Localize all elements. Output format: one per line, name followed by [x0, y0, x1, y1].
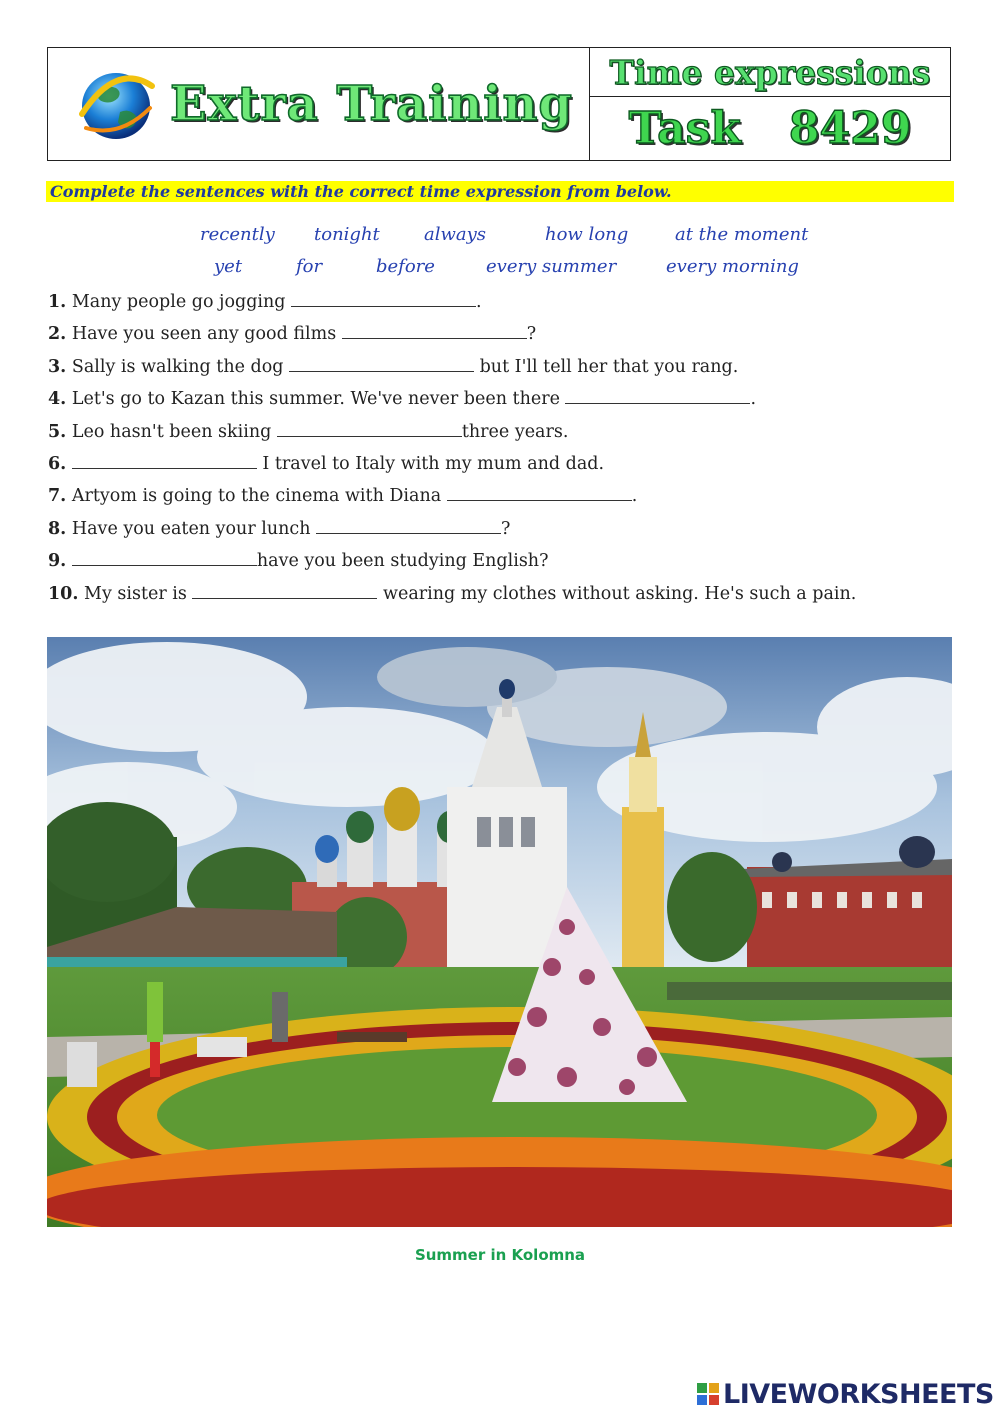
sentence-item [48, 452, 968, 484]
sentence-item [48, 322, 968, 354]
sentence-text-after: . [476, 292, 482, 312]
task-label: Task [628, 103, 741, 154]
word-bank-item: how long [545, 224, 629, 245]
sentence-text-before: Artyom is going to the cinema with Diana [71, 486, 447, 507]
answer-blank[interactable] [72, 549, 257, 566]
sentence-text-before: Let's go to Kazan this summer. We've never been there [71, 389, 566, 410]
answer-blank[interactable] [192, 582, 377, 599]
sentence-text-after: . [750, 389, 757, 410]
answer-blank[interactable] [447, 484, 632, 501]
sentence-item [48, 387, 968, 419]
logo-square [709, 1395, 719, 1405]
word-bank-item: at the moment [675, 224, 809, 245]
topic-cell [590, 48, 950, 97]
word-bank-item: yet [214, 256, 243, 277]
sentence-number: 6. [48, 453, 67, 474]
sentence-number: 3. [48, 356, 67, 377]
topic-title: Time expressions [609, 52, 931, 92]
sentence-item [48, 355, 968, 387]
sentence-text-before: My sister is [84, 583, 193, 604]
sentence-text-before: Have you seen any good films [71, 324, 342, 345]
worksheet-header [47, 47, 951, 161]
instruction-banner: Complete the sentences with the correct time expression from below. [46, 181, 954, 202]
word-bank-item: for [296, 256, 323, 277]
answer-blank[interactable] [289, 355, 474, 372]
sentence-number: 8. [48, 518, 67, 539]
header-task-cell [590, 48, 950, 160]
sentence-text-after: . [631, 486, 638, 507]
sentence-item [48, 290, 968, 322]
answer-blank[interactable] [342, 322, 527, 339]
sentence-item [48, 420, 968, 452]
answer-blank[interactable] [291, 290, 476, 307]
sentence-text-after: wearing my clothes without asking. He's such a pain. [377, 583, 857, 604]
sentence-text-before: Leo hasn't been skiing [71, 421, 277, 442]
answer-blank[interactable] [72, 452, 257, 469]
liveworksheets-logo [697, 1380, 994, 1408]
sentence-text-before: Sally is walking the dog [71, 356, 290, 377]
word-bank-row-2 [0, 256, 1000, 282]
task-cell [590, 97, 950, 160]
sentence-text-after: ? [526, 324, 537, 345]
sentence-text-before: Many people go jogging [71, 292, 292, 312]
word-bank-row-1 [0, 224, 1000, 250]
sentence-number: 2. [48, 324, 67, 345]
header-brand-cell [48, 48, 590, 160]
sentence-text-before: Have you eaten your lunch [71, 518, 317, 539]
word-bank-item: every morning [666, 256, 799, 277]
kolomna-photo [47, 637, 952, 1227]
logo-square [697, 1383, 707, 1393]
logo-square [709, 1383, 719, 1393]
sentence-item [48, 484, 968, 516]
globe-icon [76, 68, 156, 142]
word-bank-item: tonight [314, 224, 380, 245]
word-bank-item: before [376, 256, 435, 277]
sentence-number: 4. [48, 389, 67, 410]
logo-text: LIVEWORKSHEETS [723, 1378, 994, 1410]
answer-blank[interactable] [316, 517, 501, 534]
logo-grid-icon [697, 1383, 719, 1405]
brand-title: Extra Training [170, 76, 573, 132]
sentence-text-after: I travel to Italy with my mum and dad. [256, 453, 605, 474]
answer-blank[interactable] [277, 420, 462, 437]
word-bank-item: every summer [486, 256, 617, 277]
sentence-text-after: ? [501, 518, 511, 539]
sentence-item [48, 582, 968, 614]
sentence-item [48, 517, 968, 549]
answer-blank[interactable] [565, 387, 750, 404]
sentence-text-after: but I'll tell her that you rang. [474, 356, 739, 377]
word-bank-item: always [424, 224, 487, 245]
sentence-text-after: three years. [461, 421, 569, 442]
sentence-item [48, 549, 968, 581]
sentence-list [48, 290, 968, 614]
sentence-number: 9. [48, 551, 67, 572]
logo-square [697, 1395, 707, 1405]
word-bank-item: recently [200, 224, 275, 245]
sentence-text-after: have you been studying English? [256, 551, 549, 572]
sentence-number: 5. [48, 421, 67, 442]
sentence-number: 7. [48, 486, 67, 507]
task-number: 8429 [788, 103, 912, 154]
sentence-number: 1. [48, 292, 67, 312]
photo-caption: Summer in Kolomna [414, 1246, 586, 1264]
sentence-number: 10. [48, 583, 79, 604]
